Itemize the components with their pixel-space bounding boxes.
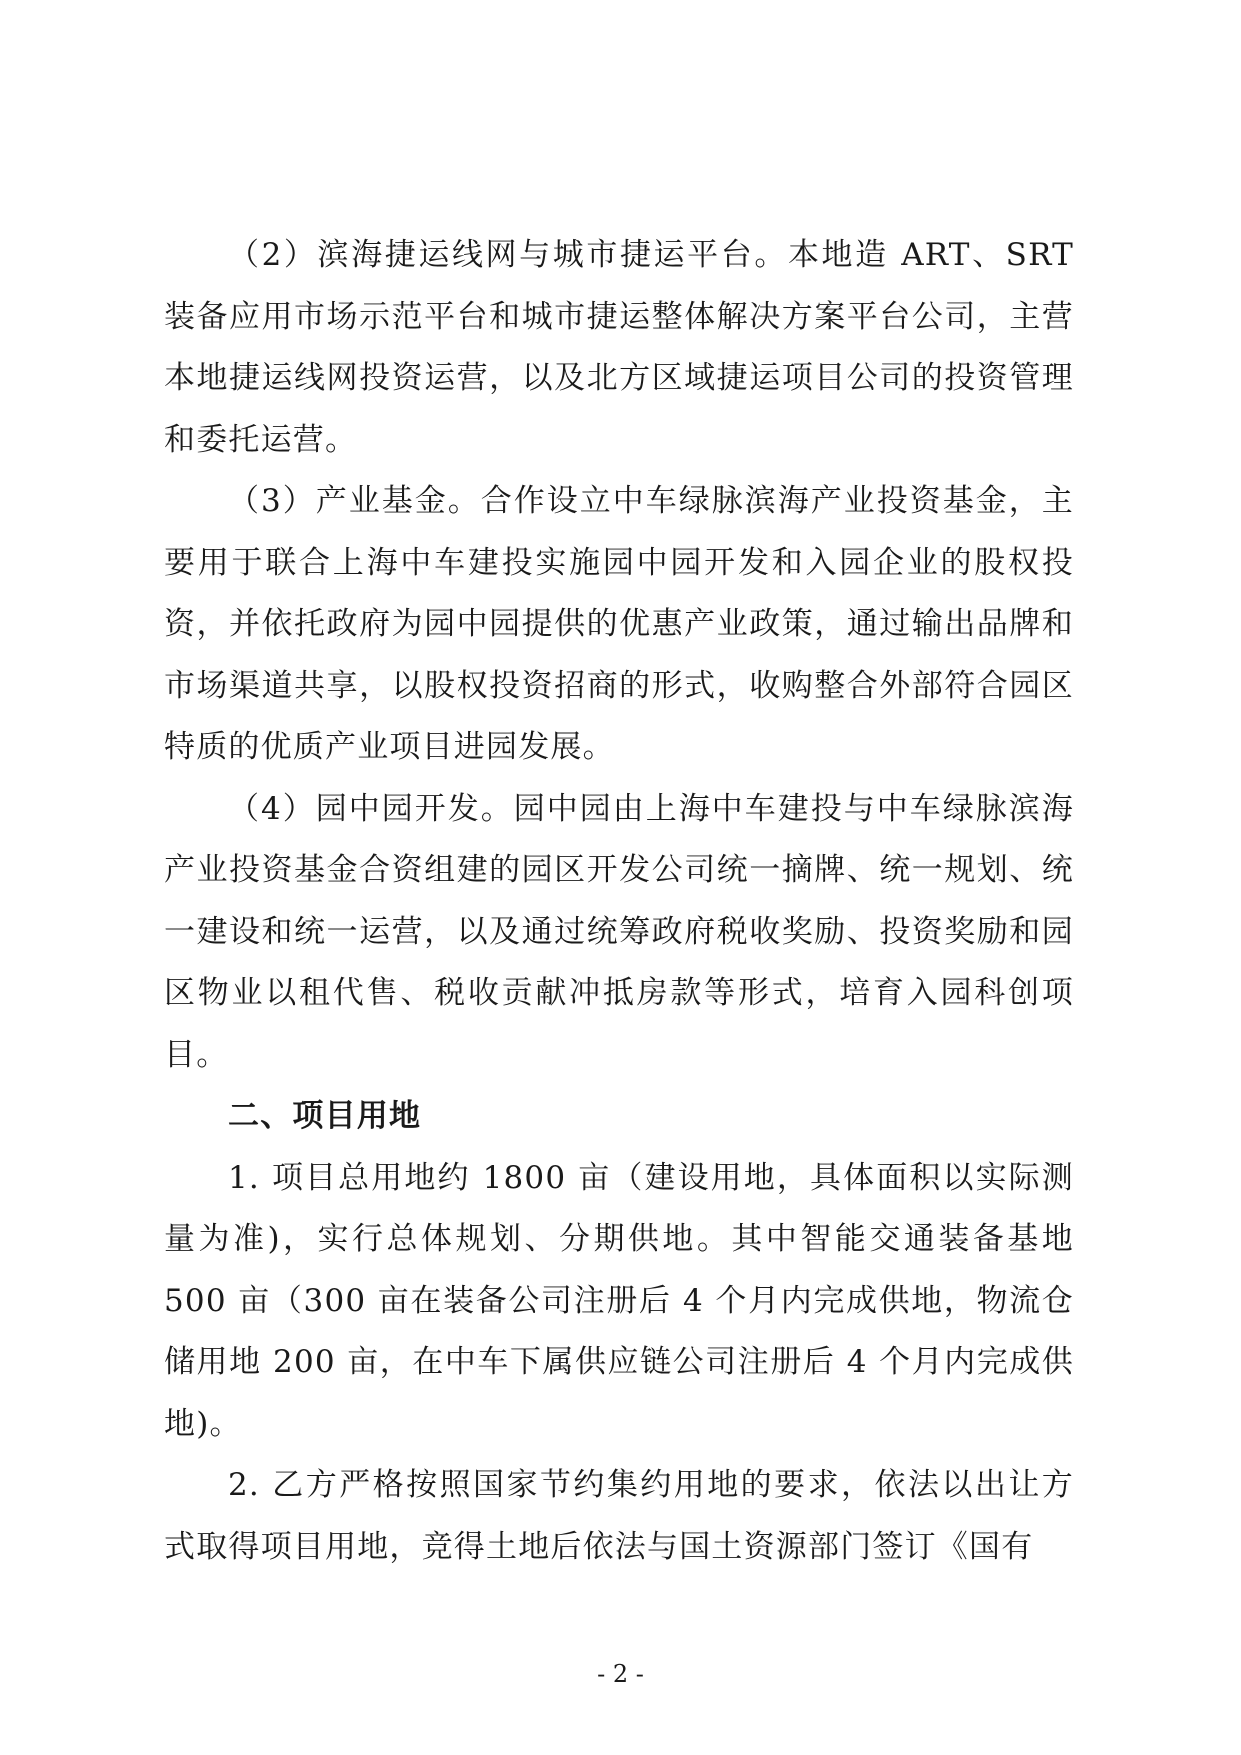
paragraph-park-development: （4）园中园开发。园中园由上海中车建投与中车绿脉滨海产业投资基金合资组建的园区开发公司统一摘牌、统一规划、统一建设和统一运营，以及通过统筹政府税收奖励、投资奖励和园区物业以租代售、税收贡献冲抵房款等形式，培育入园科创项目。 bbox=[164, 790, 1074, 1073]
document-page bbox=[164, 225, 1074, 1578]
paragraph-total-land: 1. 项目总用地约 1800 亩（建设用地，具体面积以实际测量为准)，实行总体规划、分期供地。其中智能交通装备基地 500 亩（300 亩在装备公司注册后 4 个月内完成供地，物流仓储用地 200 亩，在中车下属供应链公司注册后 4 个月内完成供地)。 bbox=[164, 1159, 1074, 1442]
paragraph-industry-fund: （3）产业基金。合作设立中车绿脉滨海产业投资基金，主要用于联合上海中车建投实施园中园开发和入园企业的股权投资，并依托政府为园中园提供的优惠产业政策，通过输出品牌和市场渠道共享，以股权投资招商的形式，收购整合外部符合园区特质的优质产业项目进园发展。 bbox=[164, 483, 1074, 765]
section-heading-project-land: 二、项目用地 bbox=[228, 1098, 422, 1134]
page-number: - 2 - bbox=[597, 1660, 644, 1688]
paragraph-land-acquisition: 2. 乙方严格按照国家节约集约用地的要求，依法以出让方式取得项目用地，竞得土地后依法与国土资源部门签订《国有 bbox=[164, 1467, 1074, 1565]
paragraph-capital-transit-platform: （2）滨海捷运线网与城市捷运平台。本地造 ART、SRT 装备应用市场示范平台和城市捷运整体解决方案平台公司，主营本地捷运线网投资运营，以及北方区域捷运项目公司的投资管理和委托运营。 bbox=[164, 237, 1074, 458]
